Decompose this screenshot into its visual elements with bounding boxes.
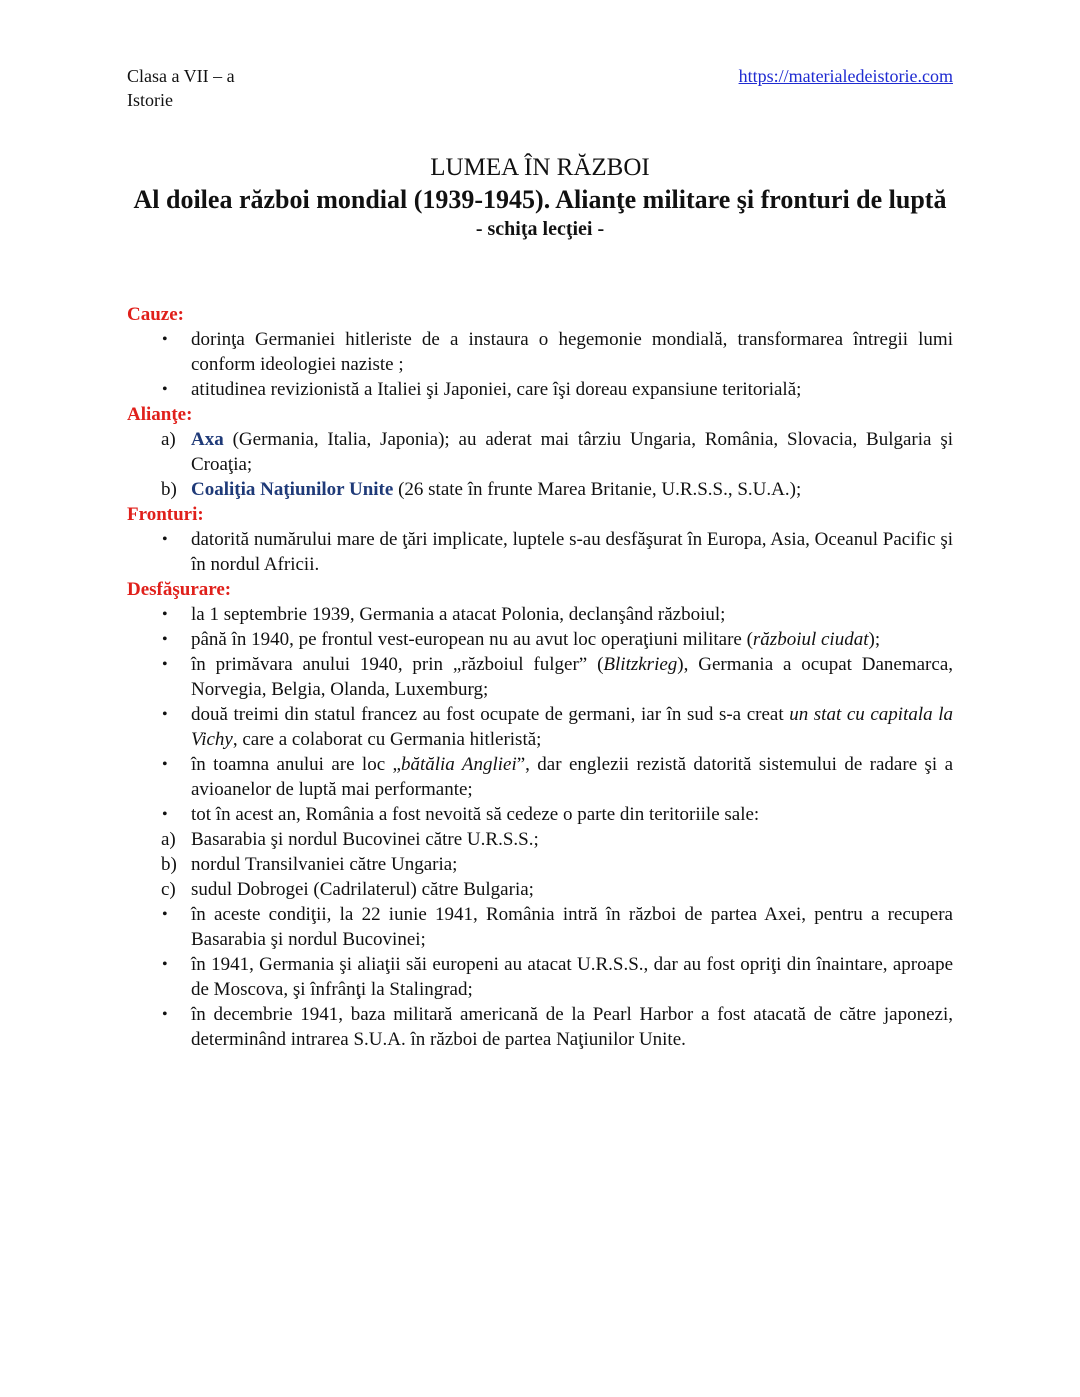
list-item — [127, 827, 953, 852]
list-item — [127, 427, 953, 477]
alliance-axa: Axa — [191, 429, 224, 450]
header-link-container — [739, 64, 953, 89]
list-letter: a) — [161, 429, 176, 450]
list-item-text: sudul Dobrogei (Cadrilaterul) către Bulgaria; — [191, 879, 534, 900]
text-segment: , care a colaborat cu Germania hitleristă; — [232, 729, 542, 750]
text-segment: ”, dar englezii rezistă datorită sistemului de radare şi a avioanelor de luptă mai performante; — [191, 754, 953, 800]
list-item: • tot în acest an, România a fost nevoită să cedeze o parte din teritoriile sale: — [127, 802, 953, 827]
lesson-content — [127, 302, 953, 1052]
list-item: • atitudinea revizionistă a Italiei şi Japoniei, care îşi doreau expansiune teritorială; — [127, 377, 953, 402]
list-letter: b) — [161, 854, 177, 875]
list-item — [127, 652, 953, 702]
page-subtitle: Al doilea război mondial (1939-1945). Alianţe militare şi fronturi de luptă — [133, 185, 947, 214]
section-heading-aliante: Alianţe: — [127, 404, 193, 425]
list-item: • datorită numărului mare de ţări implicate, luptele s-au desfăşurat în Europa, Asia, Oceanul Pacific şi în nordul Africii. — [127, 527, 953, 577]
text-segment: până în 1940, pe frontul vest-european nu au avut loc operaţiuni militare ( — [191, 629, 753, 650]
list-item: • dorinţa Germaniei hitleriste de a instaura o hegemonie mondială, transformarea întregii lumi conform ideologiei naziste ; — [127, 327, 953, 377]
list-item-text: Basarabia şi nordul Bucovinei către U.R.S.S.; — [191, 829, 539, 850]
page-title: LUMEA ÎN RĂZBOI — [430, 154, 650, 181]
list-item — [127, 877, 953, 902]
header-class-info — [127, 64, 235, 112]
alliance-axa-text: (Germania, Italia, Japonia); au aderat mai târziu Ungaria, România, Slovacia, Bulgaria şi Croaţia; — [191, 429, 953, 475]
list-letter: a) — [161, 829, 176, 850]
alliance-coalitia: Coaliţia Naţiunilor Unite — [191, 479, 394, 500]
list-item: • în aceste condiţii, la 22 iunie 1941, România intră în război de partea Axei, pentru a recupera Basarabia şi nordul Bucovinei; — [127, 902, 953, 952]
website-link[interactable]: https://materialedeistorie.com — [738, 66, 953, 86]
section-heading-cauze: Cauze: — [127, 304, 184, 325]
list-item: • în decembrie 1941, baza militară americană de la Pearl Harbor a fost atacată de către japonezi, determinând intrarea S.U.A. în război de partea Naţiunilor Unite. — [127, 1002, 953, 1052]
list-letter: c) — [161, 879, 176, 900]
italic-term: Blitzkrieg — [603, 654, 678, 675]
list-item — [127, 702, 953, 752]
text-segment: ); — [868, 629, 881, 650]
list-item — [127, 477, 953, 502]
header-subject: Istorie — [127, 90, 173, 110]
lesson-outline-label: - schiţa lecţiei - — [475, 218, 605, 240]
text-segment: două treimi din statul francez au fost ocupate de germani, iar în sud s-a creat — [191, 704, 790, 725]
list-item-text: nordul Transilvaniei către Ungaria; — [191, 854, 458, 875]
text-segment: în primăvara anului 1940, prin „războiul fulger” ( — [191, 654, 604, 675]
section-heading-fronturi: Fronturi: — [127, 504, 204, 525]
list-item — [127, 752, 953, 802]
list-item — [127, 852, 953, 877]
alliance-coalitia-text: (26 state în frunte Marea Britanie, U.R.S.S., S.U.A.); — [393, 479, 802, 500]
text-segment: ), Germania a ocupat Danemarca, Norvegia, Belgia, Olanda, Luxemburg; — [191, 654, 953, 700]
list-item: • la 1 septembrie 1939, Germania a atacat Polonia, declanşând războiul; — [127, 602, 953, 627]
italic-term: războiul ciudat — [752, 629, 869, 650]
list-item — [127, 627, 953, 652]
text-segment: în toamna anului are loc „ — [191, 754, 401, 775]
title-block — [127, 152, 953, 242]
italic-term: un stat cu capitala la Vichy — [191, 704, 953, 750]
italic-term: bătălia Angliei — [400, 754, 517, 775]
list-letter: b) — [161, 479, 177, 500]
header-class: Clasa a VII – a — [127, 66, 235, 86]
section-heading-desfasurare: Desfăşurare: — [127, 579, 232, 600]
list-item: • în 1941, Germania şi aliaţii săi europeni au atacat U.R.S.S., dar au fost opriţi din înaintare, aproape de Moscova, şi înfrânţi la Stalingrad; — [127, 952, 953, 1002]
